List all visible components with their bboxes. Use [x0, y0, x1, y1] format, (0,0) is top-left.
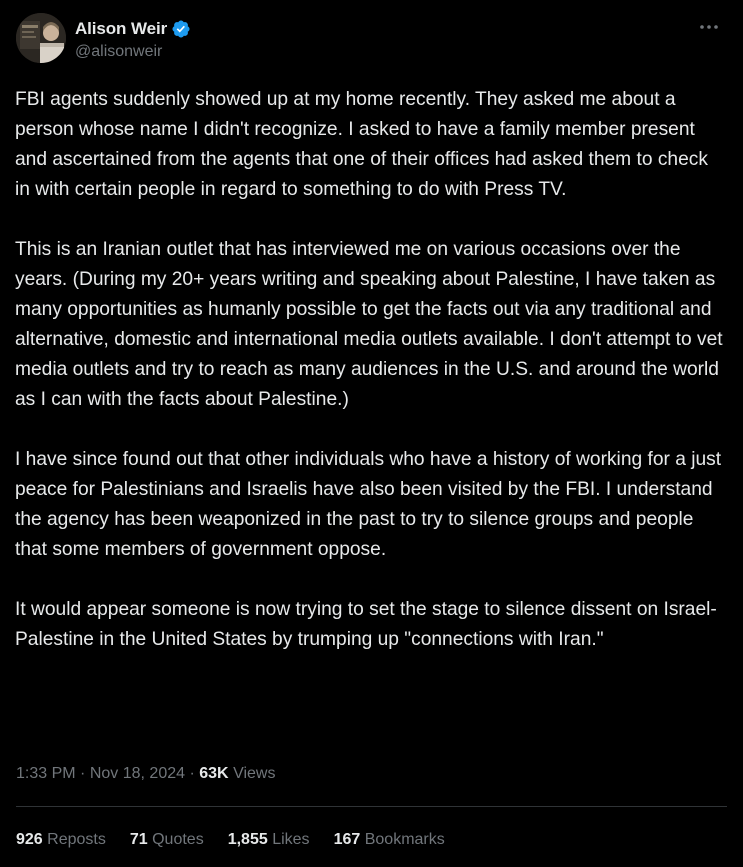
- tweet-meta: [16, 765, 275, 783]
- verified-badge-icon: [171, 19, 191, 39]
- views-label: Views: [233, 765, 276, 782]
- tweet-paragraph-3: I have since found out that other individuals who have a history of working for a just peace for Palestinians and Israelis have also been visited by the FBI. I understand the agency has been weaponized in the past to try to silence groups and people that some members of government oppose.: [15, 449, 722, 560]
- bookmarks-count: 167: [333, 831, 361, 848]
- tweet-paragraph-2: This is an Iranian outlet that has interviewed me on various occasions over the years. (During my 20+ years writing and speaking about Palestine, I have taken as many opportunities as humanly possible to get the facts out via any traditional and alternative, domestic and international media outlets available. I don't attempt to vet media outlets and try to reach as many audiences in the U.S. and around the world as I can with the facts about Palestine.): [15, 239, 723, 410]
- reposts-count: 926: [16, 831, 43, 848]
- likes-label: Likes: [272, 831, 310, 848]
- divider: [16, 806, 727, 807]
- name-row: [75, 18, 191, 40]
- avatar-image: [16, 13, 66, 63]
- engagement-stats: [16, 831, 469, 849]
- tweet-text: [15, 85, 727, 655]
- bookmarks-label: Bookmarks: [364, 831, 445, 848]
- tweet-header: [16, 13, 727, 65]
- views-count: 63K: [199, 765, 229, 782]
- reposts-stat[interactable]: [16, 831, 106, 849]
- more-dots-icon[interactable]: [695, 17, 723, 37]
- quotes-label: Quotes: [152, 831, 204, 848]
- quotes-stat[interactable]: [130, 831, 204, 849]
- avatar[interactable]: [16, 13, 66, 63]
- display-name[interactable]: Alison Weir: [75, 19, 168, 38]
- bookmarks-stat[interactable]: [334, 831, 445, 849]
- tweet-date[interactable]: Nov 18, 2024: [89, 765, 186, 782]
- tweet-paragraph-4: It would appear someone is now trying to set the stage to silence dissent on Israel-Palestine in the United States by trumping up "connections with Iran.": [15, 599, 717, 650]
- likes-count: 1,855: [227, 831, 268, 848]
- likes-stat[interactable]: [228, 831, 310, 849]
- meta-separator: ·: [80, 765, 86, 782]
- quotes-count: 71: [129, 831, 148, 848]
- tweet-paragraph-1: FBI agents suddenly showed up at my home recently. They asked me about a person whose name I didn't recognize. I asked to have a family member present and ascertained from the agents that one of their offices had asked them to check in with certain people in regard to something to do with Press TV.: [15, 89, 708, 200]
- tweet-time[interactable]: 1:33 PM: [16, 765, 76, 782]
- meta-separator-2: ·: [189, 765, 195, 782]
- reposts-label: Reposts: [47, 831, 106, 848]
- author-handle[interactable]: @alisonweir: [75, 43, 163, 60]
